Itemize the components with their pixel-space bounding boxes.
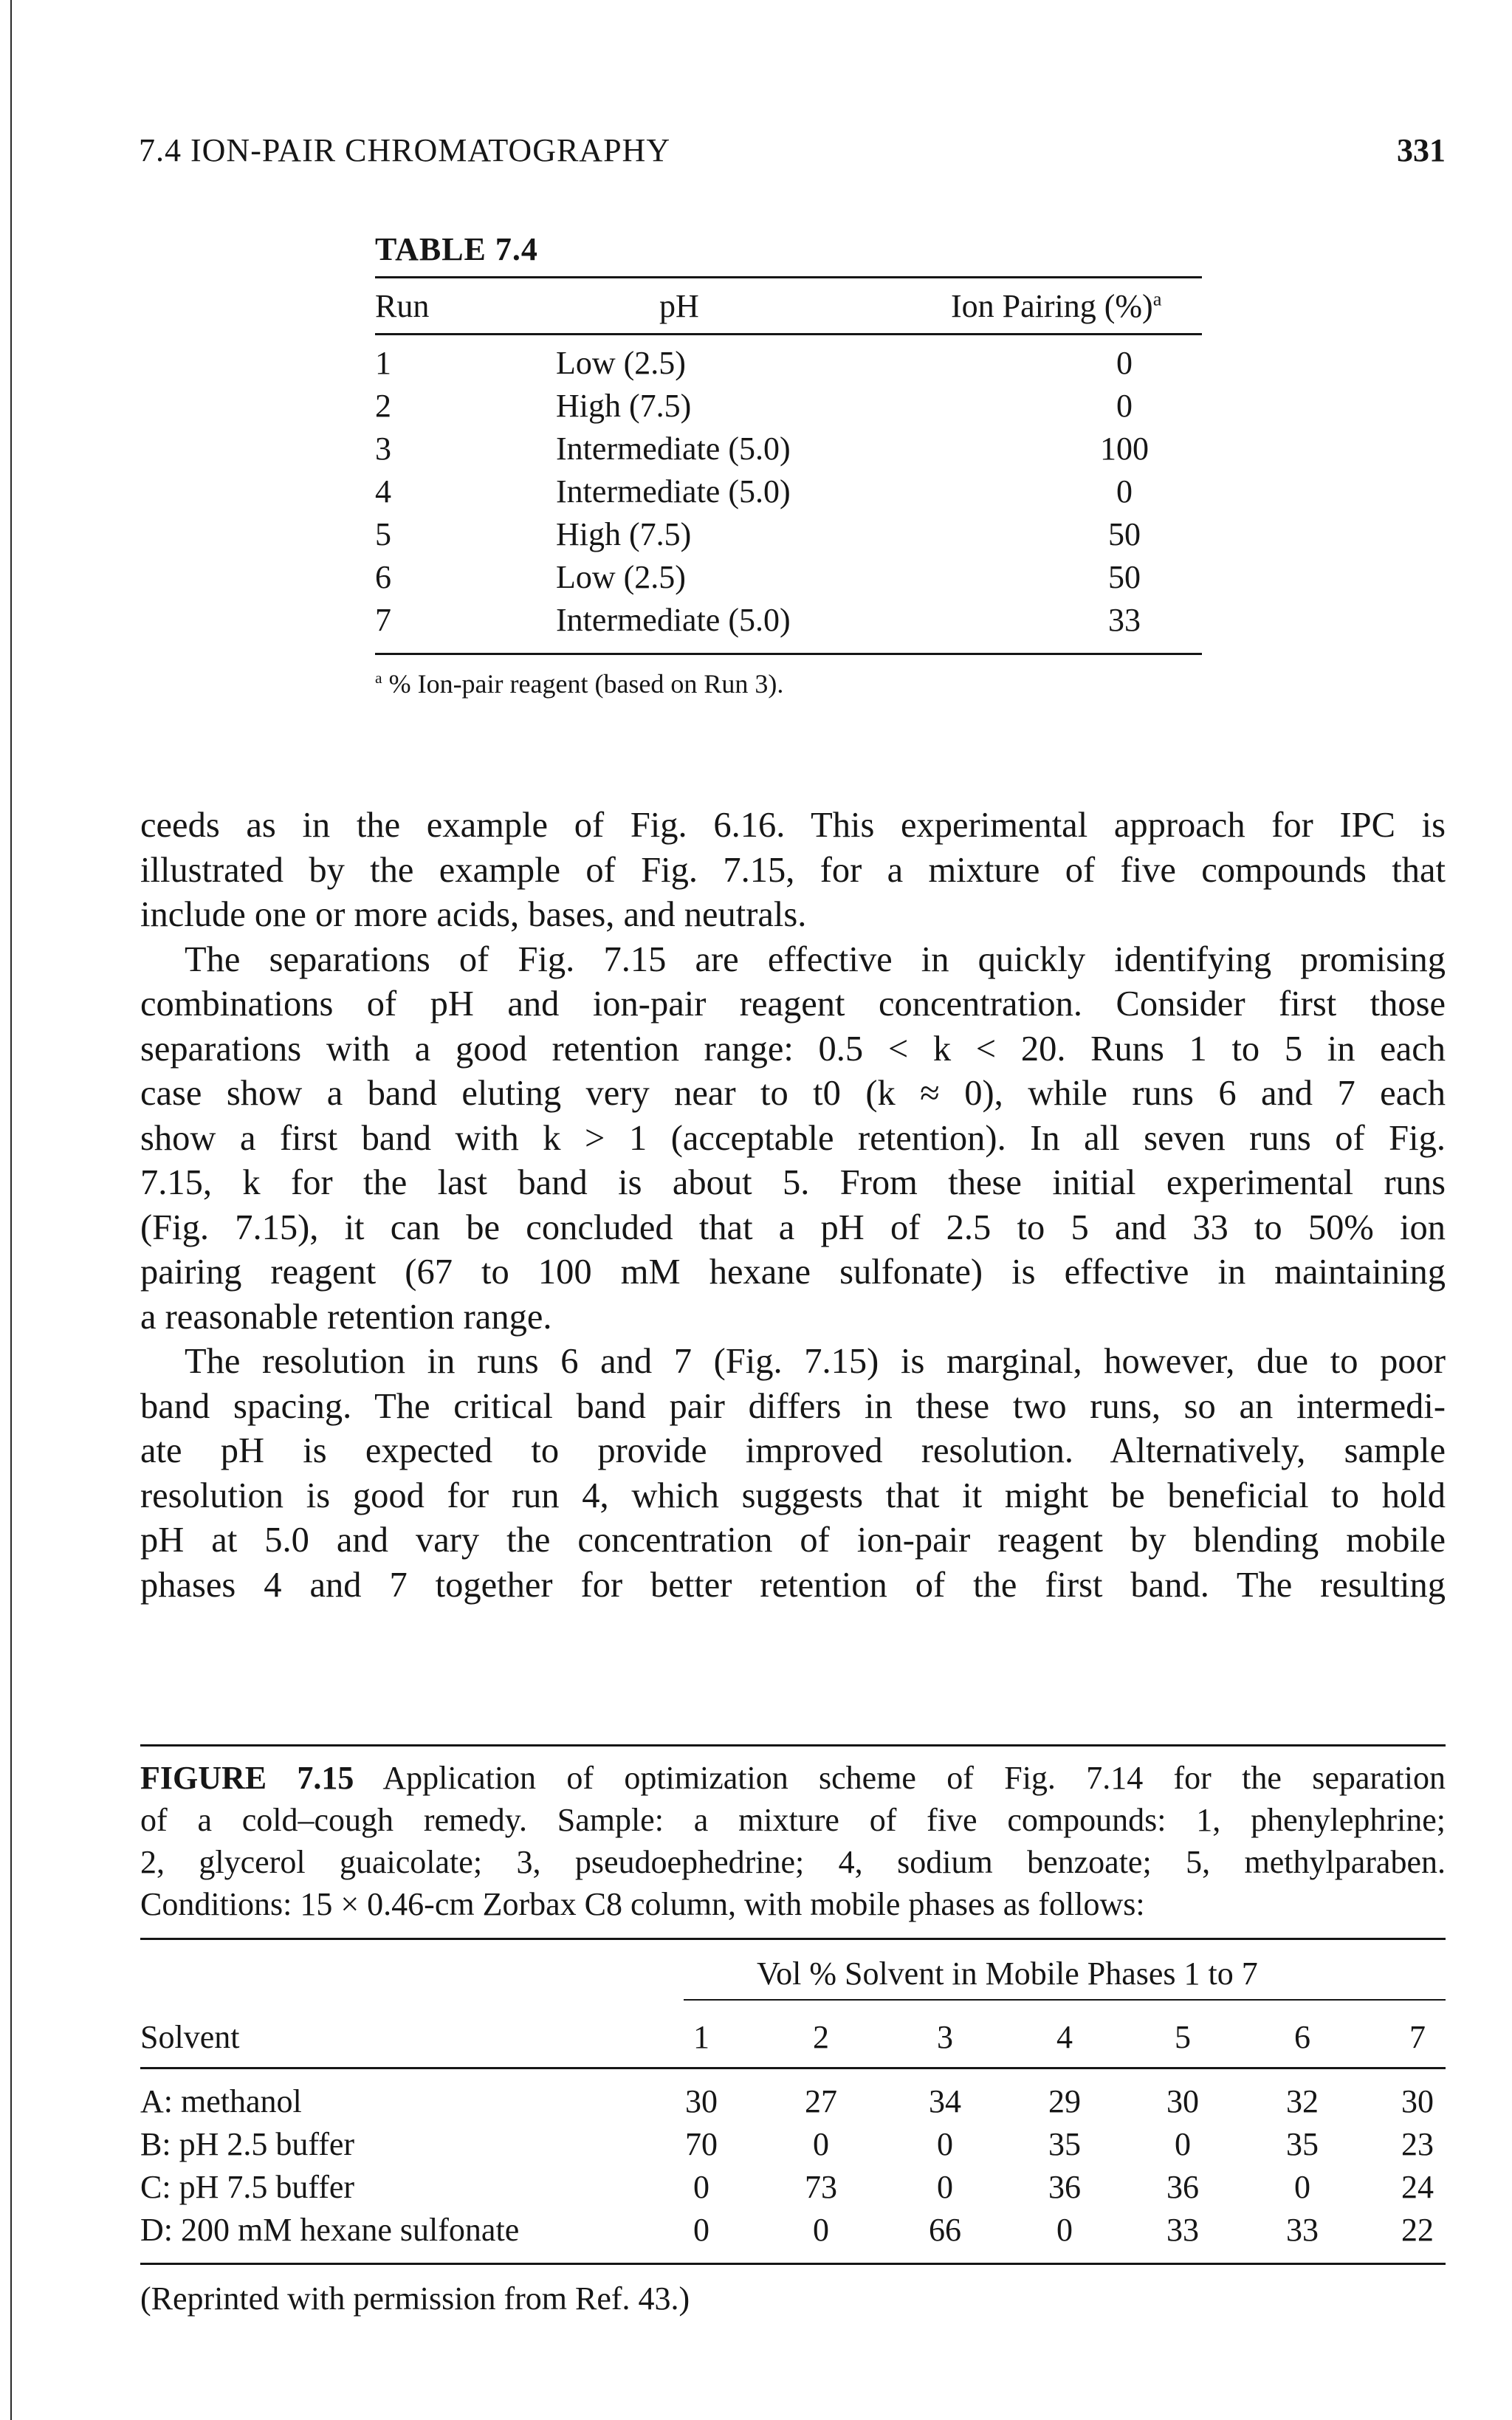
table-body xyxy=(375,335,1202,653)
cell-ph: Low (2.5) xyxy=(556,345,686,381)
cell-ph: High (7.5) xyxy=(556,388,692,424)
caption-line xyxy=(140,1883,1446,1925)
cell-value: 0 xyxy=(693,2169,709,2205)
paragraph-line: include one or more acids, bases, and neutrals. xyxy=(140,895,807,934)
cell-ion-pairing: 50 xyxy=(1108,516,1141,552)
header-ph: pH xyxy=(659,288,699,324)
figure-label: FIGURE 7.15 xyxy=(140,1760,354,1796)
paragraph-line: illustrated by the example of Fig. 7.15, for a mixture of five compounds that xyxy=(140,850,1446,890)
paragraph-line: The separations of Fig. 7.15 are effective in quickly identifying promising xyxy=(185,939,1446,979)
caption-line-text: Conditions: 15 × 0.46-cm Zorbax C8 column, with mobile phases as follows: xyxy=(140,1886,1145,1922)
header-phase: 1 xyxy=(693,2019,709,2055)
solvent-table-body xyxy=(140,2069,1446,2263)
solvent-table-bottom-rule xyxy=(140,2263,1446,2265)
table-row xyxy=(375,430,1202,473)
solvent-table-header-row xyxy=(140,2001,1446,2067)
cell-run: 3 xyxy=(375,431,391,467)
footnote-mark: a xyxy=(375,669,382,687)
cell-run: 2 xyxy=(375,388,391,424)
cell-ion-pairing: 0 xyxy=(1116,345,1133,381)
figure-7-15-caption xyxy=(140,1744,1446,1925)
caption-line-text: Application of optimization scheme of Fig. 7.14 for the separation xyxy=(382,1760,1446,1796)
caption-line-text: 2, glycerol guaicolate; 3, pseudoephedrine; 4, sodium benzoate; 5, methylparaben. xyxy=(140,1844,1446,1880)
header-footnote-mark: a xyxy=(1152,287,1162,310)
cell-value: 66 xyxy=(929,2212,961,2248)
cell-value: 73 xyxy=(805,2169,837,2205)
header-phase: 2 xyxy=(813,2019,829,2055)
header-phase: 3 xyxy=(937,2019,953,2055)
header-solvent: Solvent xyxy=(140,2019,240,2055)
cell-value: 36 xyxy=(1166,2169,1199,2205)
cell-ion-pairing: 50 xyxy=(1108,559,1141,595)
paragraph-line: pairing reagent (67 to 100 mM hexane sulfonate) is effective in maintaining xyxy=(140,1252,1446,1292)
cell-value: 24 xyxy=(1401,2169,1434,2205)
paragraph-line: 7.15, k for the last band is about 5. From these initial experimental runs xyxy=(140,1163,1446,1202)
header-phase: 7 xyxy=(1409,2019,1426,2055)
cell-solvent: A: methanol xyxy=(140,2083,302,2119)
footnote-text: % Ion-pair reagent (based on Run 3). xyxy=(388,669,784,699)
cell-ion-pairing: 33 xyxy=(1108,602,1141,638)
table-row xyxy=(140,2211,1446,2254)
table-row xyxy=(375,601,1202,644)
cell-value: 0 xyxy=(813,2212,829,2248)
page-number: 331 xyxy=(1397,132,1446,168)
paragraph-line: pH at 5.0 and vary the concentration of ion-pair reagent by blending mobile xyxy=(140,1521,1446,1560)
reprint-note: (Reprinted with permission from Ref. 43.) xyxy=(140,2280,690,2317)
paragraph-line: The resolution in runs 6 and 7 (Fig. 7.15) is marginal, however, due to poor xyxy=(185,1342,1446,1381)
body-text xyxy=(140,803,1446,1608)
cell-solvent: B: pH 2.5 buffer xyxy=(140,2126,355,2162)
cell-ph: Intermediate (5.0) xyxy=(556,473,791,510)
figure-caption-text xyxy=(140,1757,1446,1925)
table-row xyxy=(375,473,1202,515)
cell-run: 4 xyxy=(375,473,391,510)
table-row xyxy=(375,344,1202,387)
cell-ion-pairing: 100 xyxy=(1100,431,1149,467)
table-row xyxy=(140,2083,1446,2125)
paragraph-line: (Fig. 7.15), it can be concluded that a pH of 2.5 to 5 and 33 to 50% ion xyxy=(140,1207,1446,1247)
cell-value: 35 xyxy=(1286,2126,1319,2162)
paragraph-line: ceeds as in the example of Fig. 6.16. This experimental approach for IPC is xyxy=(140,806,1446,845)
cell-solvent: C: pH 7.5 buffer xyxy=(140,2169,355,2205)
cell-value: 22 xyxy=(1401,2212,1434,2248)
paragraph-line: a reasonable retention range. xyxy=(140,1297,552,1337)
cell-solvent: D: 200 mM hexane sulfonate xyxy=(140,2212,520,2248)
running-head xyxy=(139,131,1446,176)
header-ion-pairing-text: Ion Pairing (%) xyxy=(951,288,1153,324)
cell-run: 1 xyxy=(375,345,391,381)
paragraph xyxy=(140,938,1446,1340)
cell-ph: High (7.5) xyxy=(556,516,692,552)
cell-value: 70 xyxy=(685,2126,718,2162)
caption-line-text: of a cold–cough remedy. Sample: a mixture of five compounds: 1, phenylephrine; xyxy=(140,1802,1446,1838)
paragraph-line: resolution is good for run 4, which suggests that it might be beneficial to hold xyxy=(140,1475,1446,1515)
cell-value: 0 xyxy=(693,2212,709,2248)
solvent-table-spanner xyxy=(140,1940,1446,1999)
cell-value: 0 xyxy=(1175,2126,1191,2162)
header-phase: 6 xyxy=(1294,2019,1310,2055)
paragraph-line: case show a band eluting very near to t0 (k ≈ 0), while runs 6 and 7 each xyxy=(140,1074,1446,1113)
header-run: Run xyxy=(375,288,430,324)
paragraph-line: band spacing. The critical band pair differs in these two runs, so an intermedi- xyxy=(140,1386,1446,1426)
cell-run: 7 xyxy=(375,602,391,638)
paragraph xyxy=(140,1340,1446,1608)
table-footnote xyxy=(375,668,1202,699)
cell-value: 30 xyxy=(685,2083,718,2119)
paragraph-line: phases 4 and 7 together for better retention of the first band. The resulting xyxy=(140,1565,1446,1605)
table-header-row xyxy=(375,278,1202,333)
cell-value: 34 xyxy=(929,2083,961,2119)
caption-line xyxy=(140,1757,1446,1799)
cell-value: 36 xyxy=(1048,2169,1081,2205)
cell-run: 5 xyxy=(375,516,391,552)
solvent-table xyxy=(140,1938,1446,2317)
paragraph-line: show a first band with k > 1 (acceptable retention). In all seven runs of Fig. xyxy=(140,1118,1446,1158)
cell-run: 6 xyxy=(375,559,391,595)
paragraph-line: ate pH is expected to provide improved resolution. Alternatively, sample xyxy=(140,1431,1446,1470)
paragraph-line: separations with a good retention range: 0.5 < k < 20. Runs 1 to 5 in each xyxy=(140,1029,1446,1069)
caption-line xyxy=(140,1799,1446,1841)
table-row xyxy=(140,2125,1446,2168)
header-ion-pairing xyxy=(951,287,1161,325)
table-row xyxy=(375,515,1202,558)
table-7-4 xyxy=(375,230,1202,699)
cell-value: 23 xyxy=(1401,2126,1434,2162)
cell-value: 29 xyxy=(1048,2083,1081,2119)
cell-value: 32 xyxy=(1286,2083,1319,2119)
header-phase: 4 xyxy=(1056,2019,1073,2055)
cell-value: 30 xyxy=(1166,2083,1199,2119)
table-row xyxy=(375,387,1202,430)
paragraph-line: combinations of pH and ion-pair reagent concentration. Consider first those xyxy=(140,984,1446,1024)
cell-value: 33 xyxy=(1166,2212,1199,2248)
page-edge-rule xyxy=(10,0,12,2420)
cell-ion-pairing: 0 xyxy=(1116,473,1133,510)
paragraph xyxy=(140,803,1446,938)
cell-value: 0 xyxy=(1294,2169,1310,2205)
cell-value: 0 xyxy=(937,2126,953,2162)
cell-value: 30 xyxy=(1401,2083,1434,2119)
cell-ion-pairing: 0 xyxy=(1116,388,1133,424)
running-head-title: 7.4 ION-PAIR CHROMATOGRAPHY xyxy=(139,132,671,168)
cell-value: 27 xyxy=(805,2083,837,2119)
figure-top-rule xyxy=(140,1744,1446,1747)
cell-ph: Intermediate (5.0) xyxy=(556,431,791,467)
spanner-text: Vol % Solvent in Mobile Phases 1 to 7 xyxy=(757,1955,1258,1992)
cell-value: 33 xyxy=(1286,2212,1319,2248)
table-caption: TABLE 7.4 xyxy=(375,231,538,267)
cell-value: 0 xyxy=(937,2169,953,2205)
table-bottom-rule xyxy=(375,653,1202,655)
caption-line xyxy=(140,1841,1446,1883)
cell-ph: Low (2.5) xyxy=(556,559,686,595)
table-row xyxy=(375,558,1202,601)
cell-value: 0 xyxy=(1056,2212,1073,2248)
cell-ph: Intermediate (5.0) xyxy=(556,602,791,638)
header-phase: 5 xyxy=(1175,2019,1191,2055)
cell-value: 0 xyxy=(813,2126,829,2162)
cell-value: 35 xyxy=(1048,2126,1081,2162)
table-row xyxy=(140,2168,1446,2211)
